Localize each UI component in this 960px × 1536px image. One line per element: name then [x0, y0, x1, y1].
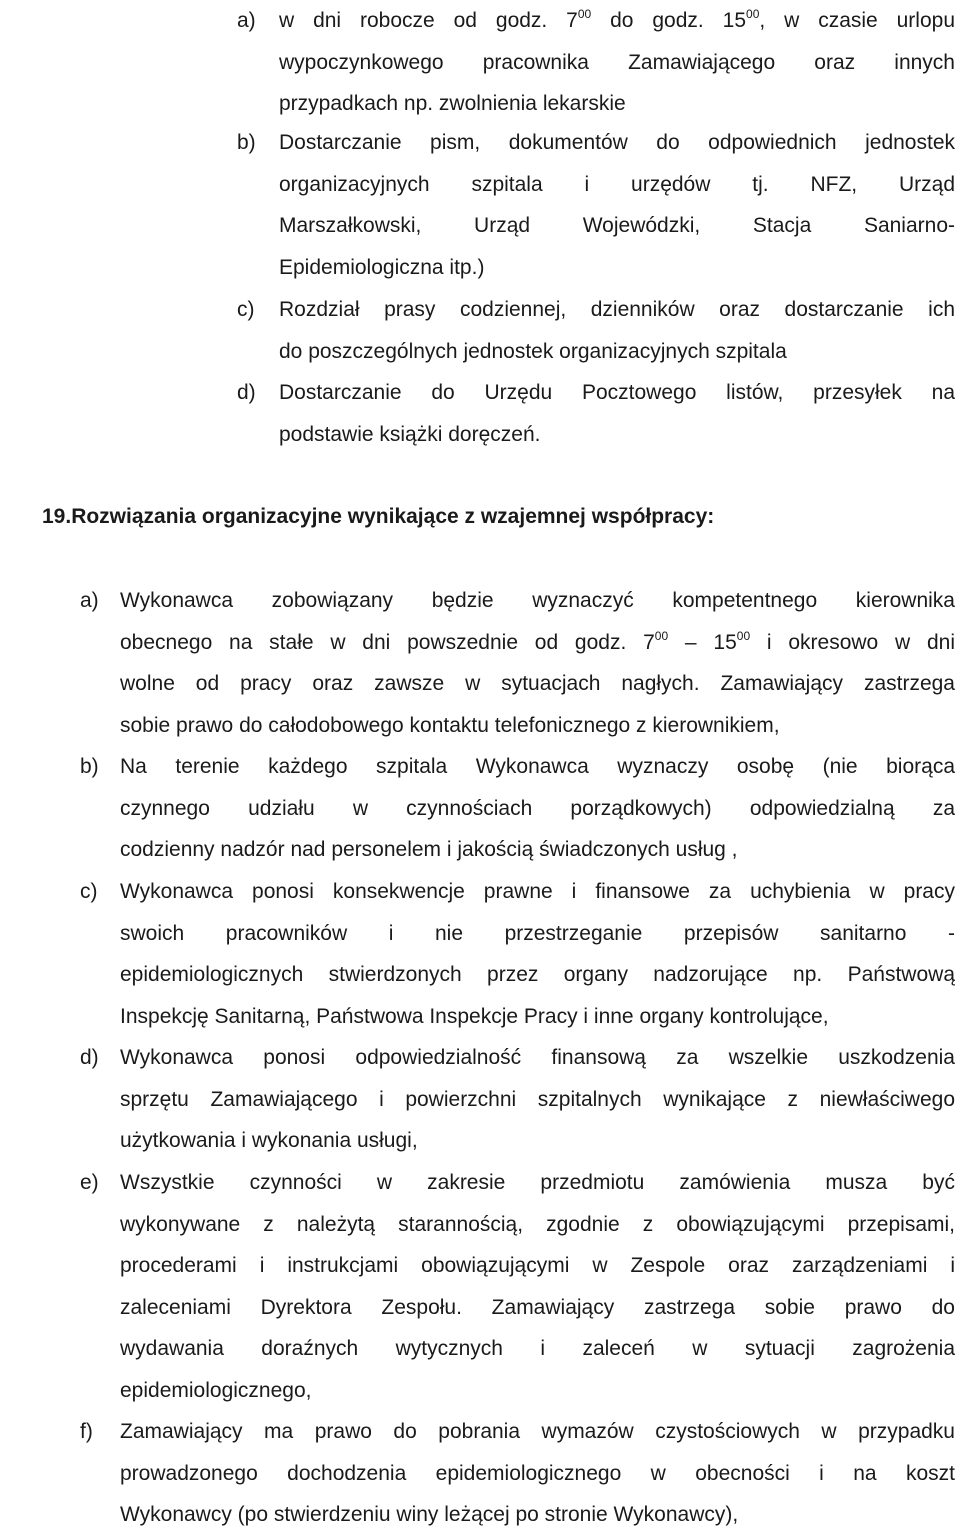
list-item-b	[80, 746, 955, 871]
text-line: zaleceniami Dyrektora Zespołu. Zamawiający zastrzega sobie prawo do	[120, 1295, 955, 1319]
text-run: i okresowo w dni	[750, 630, 955, 654]
list-item-d	[237, 372, 955, 455]
text-line: Inspekcję Sanitarną, Państwowa Inspekcje Pracy i inne organy kontrolujące,	[120, 1004, 829, 1028]
text-line: użytkowania i wykonania usługi,	[120, 1129, 418, 1152]
text-line: epidemiologicznego,	[120, 1378, 312, 1402]
superscript: 00	[736, 628, 751, 643]
text-line: do poszczególnych jednostek organizacyjnych szpitala	[279, 339, 787, 363]
text-line: podstawie książki doręczeń.	[279, 422, 541, 446]
list-item-c	[80, 871, 955, 1037]
list-item-b	[237, 122, 955, 288]
item-letter: d)	[237, 381, 256, 404]
item-letter: c)	[80, 880, 98, 903]
text-line: Rozdział prasy codziennej, dzienników oraz dostarczanie ich	[279, 298, 955, 321]
list-item-a	[237, 0, 955, 125]
item-text	[279, 289, 955, 372]
item-letter: a)	[80, 589, 99, 612]
text-line: Marszałkowski, Urząd Wojewódzki, Stacja Saniarno-	[279, 214, 955, 237]
item-letter: b)	[237, 131, 256, 154]
item-letter: e)	[80, 1171, 99, 1194]
item-letter: c)	[237, 298, 255, 321]
text-line: swoich pracowników i nie przestrzeganie przepisów sanitarno -	[120, 921, 955, 945]
text-line: prowadzonego dochodzenia epidemiologicznego w obecności i na koszt	[120, 1461, 955, 1485]
item-text	[279, 0, 955, 125]
text-run: do godz. 15	[591, 9, 747, 32]
text-line: Wykonawcy (po stwierdzeniu winy leżącej po stronie Wykonawcy),	[120, 1503, 739, 1526]
item-text	[120, 1411, 955, 1536]
item-letter: a)	[237, 9, 256, 32]
item-letter: d)	[80, 1046, 99, 1069]
text-line: Dostarczanie pism, dokumentów do odpowiednich jednostek	[279, 131, 955, 154]
item-text	[120, 746, 955, 871]
text-line	[279, 0, 955, 42]
item-text	[120, 1162, 955, 1411]
item-letter: f)	[80, 1420, 93, 1443]
item-text	[120, 580, 955, 746]
text-line: procederami i instrukcjami obowiązującymi w Zespole oraz zarządzeniami i	[120, 1254, 955, 1277]
list-item-e	[80, 1162, 955, 1411]
text-line: czynnego udziału w czynnościach porządkowych) odpowiedzialną za	[120, 796, 955, 820]
text-line: wypoczynkowego pracownika Zamawiającego oraz innych	[279, 50, 955, 74]
item-text	[120, 871, 955, 1037]
text-line	[120, 622, 955, 664]
text-line: organizacyjnych szpitala i urzędów tj. NFZ, Urząd	[279, 172, 955, 196]
text-line: wolne od pracy oraz zawsze w sytuacjach nagłych. Zamawiający zastrzega	[120, 672, 955, 695]
item-text	[120, 1037, 955, 1162]
list-item-c	[237, 289, 955, 372]
item-text	[279, 122, 955, 288]
text-run: – 15	[668, 630, 737, 654]
superscript: 00	[577, 7, 592, 21]
text-line: Zamawiający ma prawo do pobrania wymazów czystościowych w przypadku	[120, 1420, 955, 1443]
text-line: sprzętu Zamawiającego i powierzchni szpitalnych wynikające z niewłaściwego	[120, 1087, 955, 1111]
text-run: w dni robocze od godz. 7	[279, 9, 578, 32]
section-heading: 19.Rozwiązania organizacyjne wynikające z wzajemnej współpracy:	[42, 505, 715, 528]
text-run: obecnego na stałe w dni powszednie od godz. 7	[120, 630, 655, 654]
list-item-f	[80, 1411, 955, 1536]
text-line: Wykonawca zobowiązany będzie wyznaczyć kompetentnego kierownika	[120, 589, 955, 612]
text-line: Epidemiologiczna itp.)	[279, 255, 485, 279]
text-line: Wykonawca ponosi odpowiedzialność finansową za wszelkie uszkodzenia	[120, 1046, 955, 1069]
text-run: , w czasie urlopu	[759, 9, 955, 32]
text-line: Wykonawca ponosi konsekwencje prawne i finansowe za uchybienia w pracy	[120, 880, 955, 903]
text-line: epidemiologicznych stwierdzonych przez organy nadzorujące np. Państwową	[120, 963, 955, 986]
text-line: Na terenie każdego szpitala Wykonawca wyznaczy osobę (nie biorąca	[120, 755, 955, 778]
superscript: 00	[746, 7, 760, 21]
text-line: sobie prawo do całodobowego kontaktu telefonicznego z kierownikiem,	[120, 713, 780, 737]
text-line: przypadkach np. zwolnienia lekarskie	[279, 92, 626, 115]
item-text	[279, 372, 955, 455]
text-line: Dostarczanie do Urzędu Pocztowego listów, przesyłek na	[279, 381, 955, 404]
item-letter: b)	[80, 755, 99, 778]
text-line: Wszystkie czynności w zakresie przedmiotu zamówienia musza być	[120, 1171, 955, 1194]
text-line: wydawania doraźnych wytycznych i zaleceń w sytuacji zagrożenia	[120, 1337, 955, 1360]
text-line: codzienny nadzór nad personelem i jakością świadczonych usług ,	[120, 838, 738, 861]
list-item-d	[80, 1037, 955, 1162]
text-line: wykonywane z należytą starannością, zgodnie z obowiązującymi przepisami,	[120, 1212, 955, 1236]
superscript: 00	[654, 628, 669, 643]
list-item-a	[80, 580, 955, 746]
